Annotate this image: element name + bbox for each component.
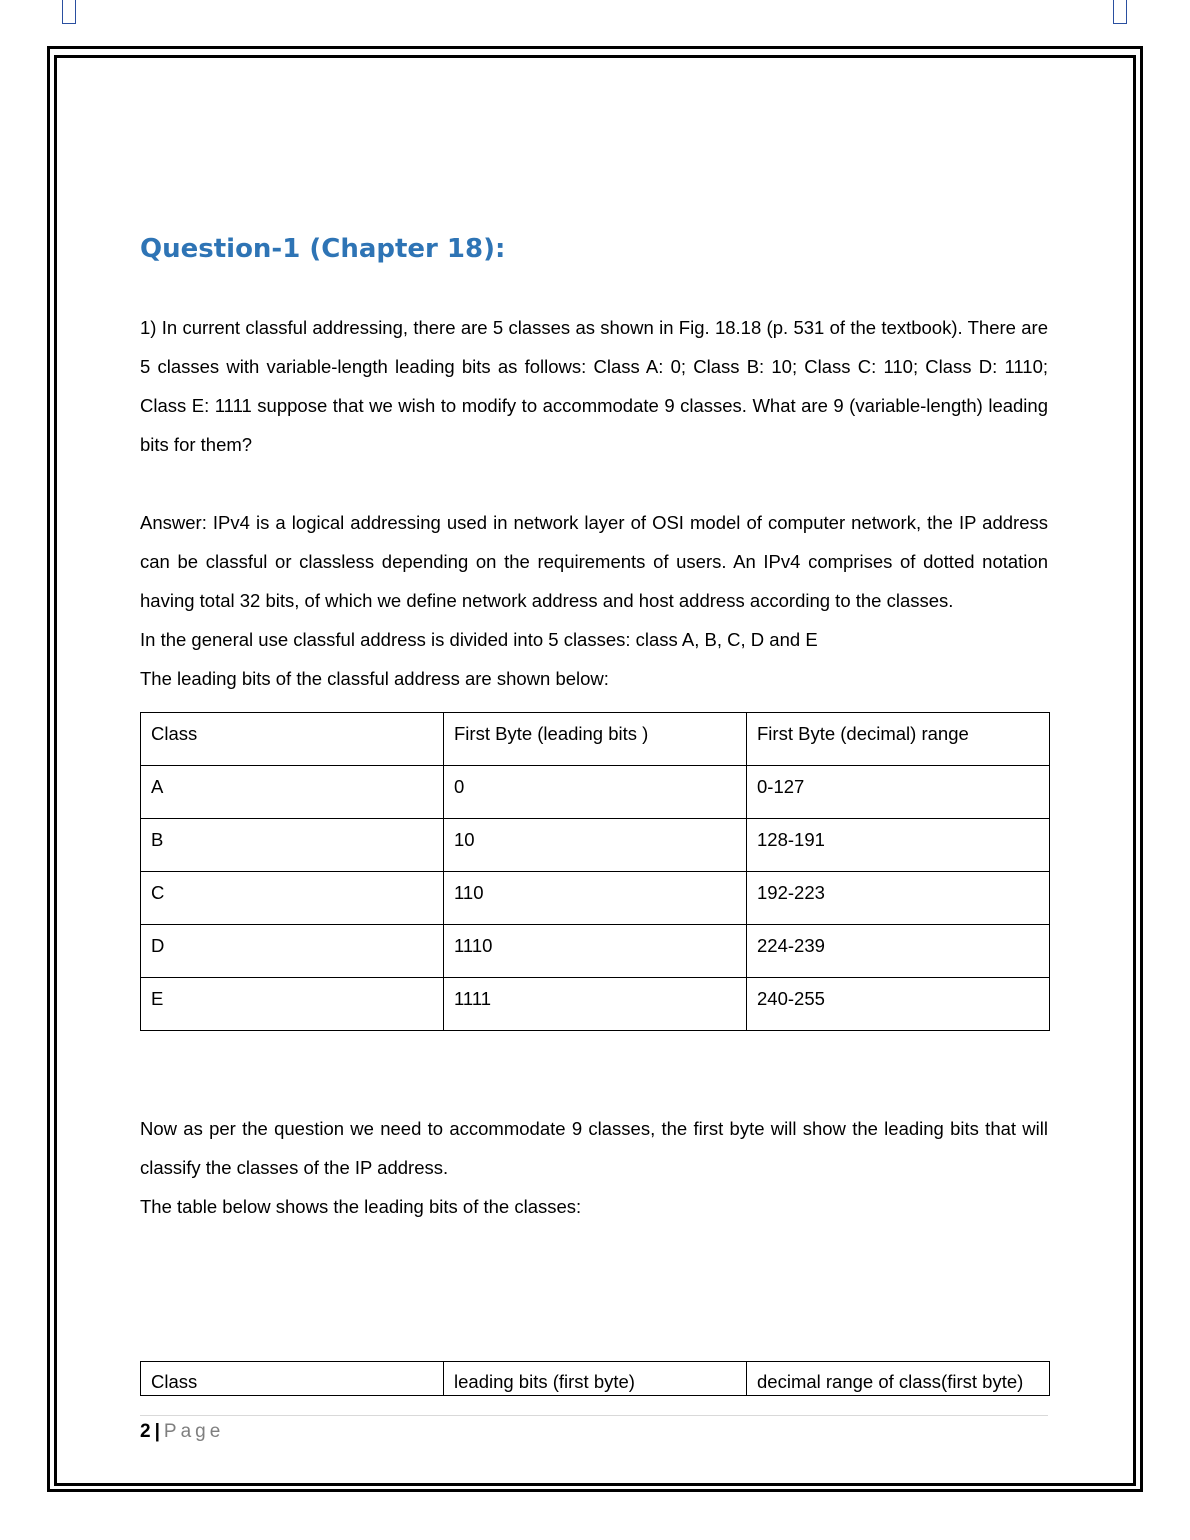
table-header-cell: decimal range of class(first byte) [747,1362,1050,1396]
table-header-cell: Class [141,713,444,766]
page-content [140,228,1048,1226]
table-cell: 0-127 [747,766,1050,819]
table-header-cell: First Byte (decimal) range [747,713,1050,766]
table-cell: 128-191 [747,819,1050,872]
table-header-row [141,713,1050,766]
table-row [141,819,1050,872]
table-row [141,978,1050,1031]
answer-paragraph: Answer: IPv4 is a logical addressing used in network layer of OSI model of computer network, the IP address can be classful or classless depending on the requirements of users. An IPv4 comprises of dotted notation having total 32 bits, of which we define network address and host address according to the classes. [140,512,1048,611]
page-number: 2 [140,1421,151,1442]
footer-separator: | [154,1421,160,1442]
nine-classes-table [140,1361,1050,1396]
table-cell: 240-255 [747,978,1050,1031]
table-cell: C [141,872,444,925]
question-paragraph: 1) In current classful addressing, there are 5 classes as shown in Fig. 18.18 (p. 531 of the textbook). There are 5 classes with variable-length leading bits as follows: Class A: 0; Class B: 10; Class C: 110; Class D: 1110; Class E: 1111 suppose that we wish to modify to accommodate 9 classes. What are 9 (variable-length) leading bits for them? [140,317,1048,455]
general-use-paragraph: In the general use classful address is divided into 5 classes: class A, B, C, D and E [140,629,818,650]
table-row [141,872,1050,925]
table-cell: 0 [444,766,747,819]
table-row [141,925,1050,978]
crop-mark-right [1113,0,1127,24]
table2-intro: The table below shows the leading bits of the classes: [140,1196,582,1217]
nine-classes-paragraph: Now as per the question we need to accommodate 9 classes, the first byte will show the leading bits that will classify the classes of the IP address. [140,1118,1048,1178]
table-cell: 1111 [444,978,747,1031]
classful-leading-bits-table [140,712,1050,1031]
page-label: Page [163,1421,225,1442]
table-cell: A [141,766,444,819]
table-cell: 192-223 [747,872,1050,925]
table-row [141,766,1050,819]
table-cell: 110 [444,872,747,925]
table-cell: D [141,925,444,978]
page-title: Question-1 (Chapter 18): [140,234,506,264]
table-cell: 1110 [444,925,747,978]
leading-bits-intro: The leading bits of the classful address are shown below: [140,668,609,689]
table-cell: B [141,819,444,872]
table-cell: 224-239 [747,925,1050,978]
crop-mark-left [62,0,76,24]
table-header-cell: Class [141,1362,444,1396]
table-header-row [141,1362,1050,1396]
page-footer [140,1415,1048,1444]
table-cell: E [141,978,444,1031]
table-header-cell: First Byte (leading bits ) [444,713,747,766]
table-cell: 10 [444,819,747,872]
table-header-cell: leading bits (first byte) [444,1362,747,1396]
